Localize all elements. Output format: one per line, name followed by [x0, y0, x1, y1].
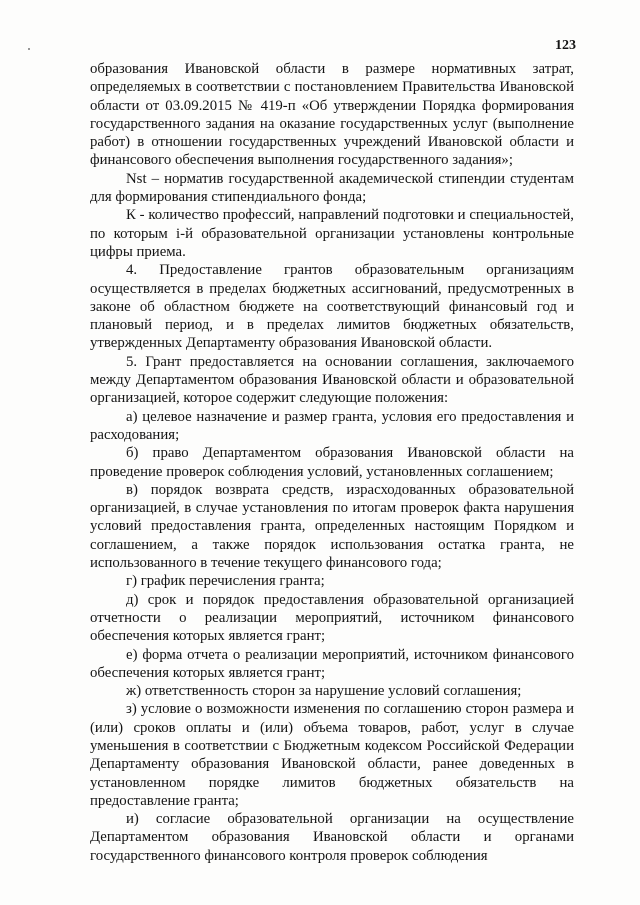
paragraph-item-5: 5. Грант предоставляется на основании соглашения, заключаемого между Департаментом образования Ивановской области и образовательной организацией, которое содержит следующие положения: [90, 353, 574, 407]
list-item-b: б) право Департаментом образования Ивановской области на проведение проверок соблюдения условий, установленных соглашением; [90, 445, 574, 480]
list-item-z: з) условие о возможности изменения по соглашению сторон размера и (или) сроков оплаты и (или) объема товаров, работ, услуг в случае уменьшения в соответствии с Бюджетным кодексом Российской Федерации Департаменту образования Ивановской области, ранее доведенных в установленном порядке лимитов бюджетных обязательств на предоставление гранта; [90, 701, 574, 809]
list-item-v: в) порядок возврата средств, израсходованных образовательной организацией, в случае установления по итогам проверок факта нарушения условий предоставления гранта, определенных настоящим Порядком и соглашением, а также порядок использования остатка гранта, не использованного в течение текущего финансового года; [90, 481, 574, 572]
document-body [90, 60, 574, 865]
list-item-a: а) целевое назначение и размер гранта, условия его предоставления и расходования; [90, 408, 574, 443]
paragraph-nst-definition: Nst – норматив государственной академической стипендии студентам для формирования стипендиального фонда; [90, 170, 574, 206]
paragraph-k-definition: К - количество профессий, направлений подготовки и специальностей, по которым i-й образовательной организации установлены контрольные цифры приема. [90, 207, 574, 260]
list-item-g: г) график перечисления гранта; [126, 573, 325, 590]
paragraph-item-4: 4. Предоставление грантов образовательным организациям осуществляется в пределах бюджетных ассигнований, предусмотренных в законе об областном бюджете на соответствующий финансовый год и плановый период, и в пределах лимитов бюджетных обязательств, утвержденных Департаменту образования Ивановской области. [90, 262, 574, 352]
list-item-d: д) срок и порядок предоставления образовательной организацией отчетности о реализации мероприятий, источником финансового обеспечения которых является грант; [90, 591, 574, 645]
scan-speck [28, 48, 30, 50]
page-number: 123 [555, 38, 576, 53]
list-item-zh: ж) ответственность сторон за нарушение условий соглашения; [126, 683, 522, 700]
paragraph-continuation: образования Ивановской области в размере нормативных затрат, определяемых в соответствии с постановлением Правительства Ивановской области от 03.09.2015 № 419-п «Об утверждении Порядка формирования государственного задания на оказание государственных услуг (выполнение работ) в отношении государственных учреждений Ивановской области и финансового обеспечения выполнения государственного задания»; [90, 61, 574, 169]
list-item-e: е) форма отчета о реализации мероприятий, источником финансового обеспечения которых является грант; [90, 646, 574, 681]
list-item-i: и) согласие образовательной организации на осуществление Департаментом образования Ивановской области и органами государственного финансового контроля проверок соблюдения [90, 811, 574, 864]
